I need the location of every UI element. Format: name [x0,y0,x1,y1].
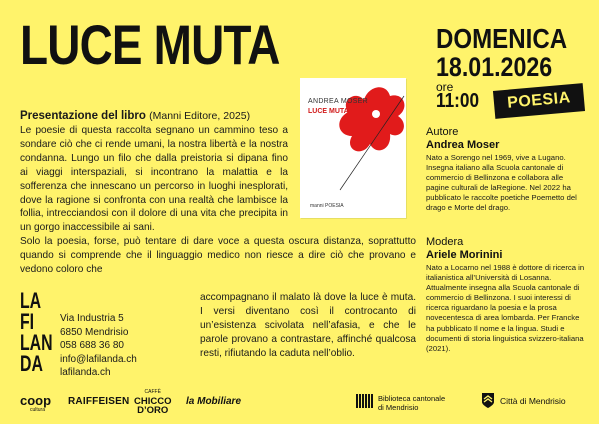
event-day: DOMENICA [436,23,568,54]
book-cover [300,78,406,218]
moderator-label: Modera [426,236,464,248]
venue-email[interactable]: info@lafilanda.ch [60,353,137,365]
venue-city: 6850 Mendrisio [60,326,129,338]
venue-logo-line: LA [20,288,42,313]
event-time-label: ore [436,80,454,94]
venue-logo [20,290,53,374]
library-line2: di Mendrisio [378,403,419,412]
chicco-top: CAFFÈ [144,389,161,395]
mobiliare-logo: la Mobiliare [186,396,242,407]
venue-logo-line: FI [20,309,35,334]
presentation-text-top: Le poesie di questa raccolta segnano un cammino teso a sondare ciò che ci rende umani, la nostra libertà e la nostra condanna. Lungo un filo che dalla preistoria si dipana fino ai viaggi interspaziali, si incontrano la malattia e la sofferenza che innescano un percorso in luoghi inesplorati, dove la ragione si confronta con una realtà che lambisce la follia, intrecciandosi con il dolore di una vita che precipita in un gorgo inaccessibile ai sani. [20,125,288,234]
venue-phone[interactable]: 058 688 36 80 [60,340,124,351]
library-columns-icon [356,394,374,408]
city-shield-icon [482,393,494,408]
moderator-name: Ariele Morinini [426,249,503,261]
coop-wordmark: coop [20,393,52,408]
venue-info [60,312,137,380]
presentation-publisher: (Manni Editore, 2025) [149,110,251,122]
event-time: 11:00 [436,90,480,112]
page-title: LUCE MUTA [20,13,280,76]
coop-logo [20,394,51,413]
event-date: 18.01.2026 [436,52,553,82]
author-name: Andrea Moser [426,139,500,151]
library-logo [378,394,445,412]
book-publisher: manni POESIA [310,203,344,209]
venue-logo-line: LAN [20,330,53,355]
presentation-heading [20,110,250,122]
doro-word: D’ORO [137,405,169,416]
venue-address: Via Industria 5 [60,313,124,324]
library-line1: Biblioteca cantonale [378,394,446,403]
venue-logo-line: DA [20,351,43,376]
city-logo: Città di Mendrisio [500,396,566,406]
raiffeisen-logo: RAIFFEISEN [68,396,130,407]
moderator-bio: Nato a Locarno nel 1988 è dottore di ricerca in italianistica all’Università di Losanna. Attualmente insegna alla Scuola cantonale di commercio di Bellinzona. I suoi interessi di ricerca riguardano la poesia e la prosa novecentesca di area lombarda. Per Francke ha pubblicato Il nome e la lingua. Studi e documenti di storia linguistica svizzero-italiana (2021). [426,263,585,353]
red-splash-icon [330,78,406,193]
chicco-word: CHICCO [134,396,172,407]
chicco-doro-logo [134,388,171,415]
author-bio: Nato a Sorengo nel 1969, vive a Lugano. Insegna italiano alla Scuola cantonale di commercio di Bellinzona e collabora alle pagine culturali de laRegione. Nel 2022 ha pubblicato le raccolte poetiche Poemetto del drago e Morte del drago. [426,153,577,213]
category-badge: POESIA [493,83,585,119]
book-title: LUCE MUTA [308,108,349,115]
venue-web[interactable]: lafilanda.ch [60,367,111,378]
author-label: Autore [426,126,459,138]
presentation-text-bottom: accompagnano il malato là dove la luce è muta. I versi diventano così il controcanto di un’esistenza scivolata nell’afasia, e che le parole provano a contrastare, affinché qualcosa resti, rifiutando la caduta nell’oblio. [200,292,416,359]
book-author: ANDREA MOSER [308,98,368,105]
coop-sub: cultura [30,407,46,413]
presentation-title: Presentazione del libro [20,110,146,122]
presentation-text-middle: Solo la poesia, forse, può tentare di dare voce a questa oscura distanza, soprattutto quando si comprende che il linguaggio medico non riesce a dire ciò che provano e vedono coloro che [20,236,416,275]
